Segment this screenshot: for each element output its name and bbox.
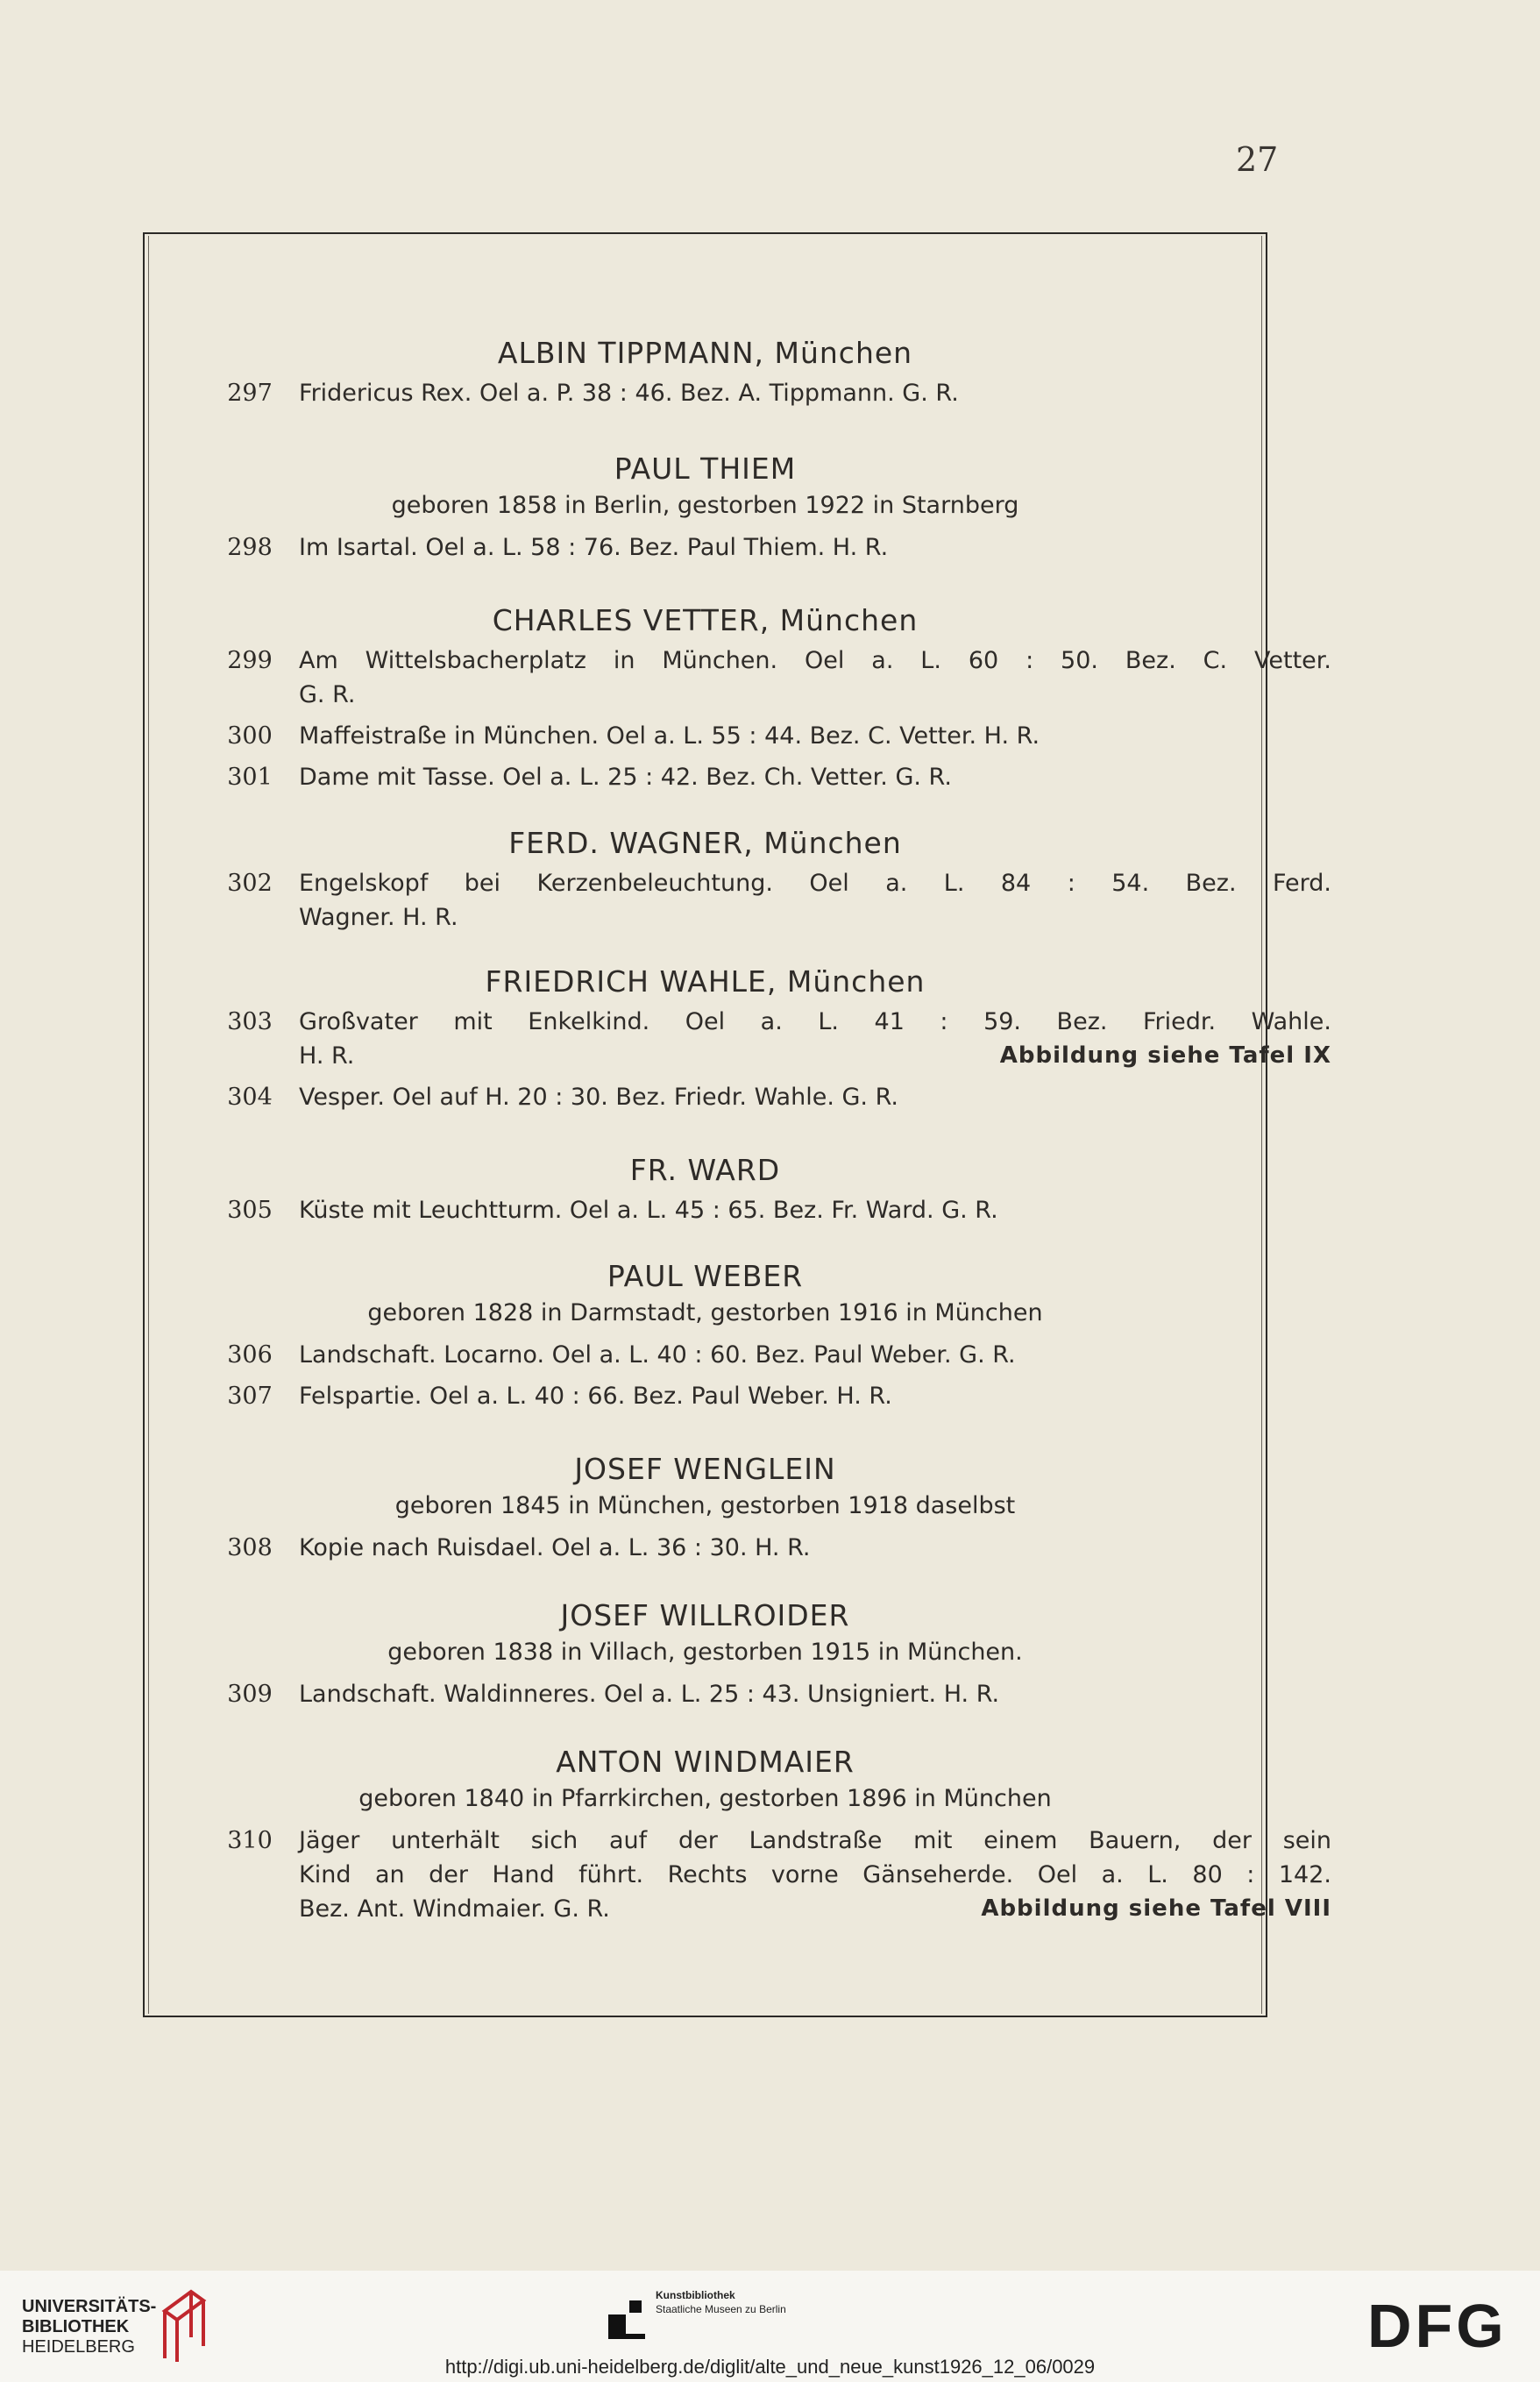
entry-text-line <box>299 1534 1331 1561</box>
entry-text-line <box>299 1341 1331 1369</box>
entry-text: Fridericus Rex. Oel a. P. 38 : 46. Bez. A. Tippmann. G. R. <box>299 380 959 407</box>
catalog-content <box>145 234 1331 2016</box>
catalog-number: 310 <box>227 1827 273 1854</box>
entry-text-line <box>299 1008 1331 1035</box>
entry-text: Am Wittelsbacherplatz in München. Oel a. L. 60 : 50. Bez. C. Vetter. <box>299 647 1331 674</box>
catalog-number: 306 <box>227 1341 273 1369</box>
ub-emblem-icon <box>156 2285 212 2364</box>
artist-bio: geboren 1840 in Pfarrkirchen, gestorben 1896 in München <box>358 1785 1052 1812</box>
entry-text-line <box>299 764 1331 791</box>
artist-name: FERD. WAGNER, München <box>508 826 902 860</box>
entry-text: Maffeistraße in München. Oel a. L. 55 : 44. Bez. C. Vetter. H. R. <box>299 722 1040 750</box>
entry-text: Im Isartal. Oel a. L. 58 : 76. Bez. Paul Thiem. H. R. <box>299 534 889 561</box>
artist-name: PAUL WEBER <box>607 1259 804 1293</box>
entry-text-line <box>299 534 1331 561</box>
artist-bio: geboren 1845 in München, gestorben 1918 daselbst <box>394 1492 1016 1519</box>
entry-text: Küste mit Leuchtturm. Oel a. L. 45 : 65. Bez. Fr. Ward. G. R. <box>299 1197 998 1224</box>
entry-text: G. R. <box>299 681 356 708</box>
artist-name: ALBIN TIPPMANN, München <box>497 336 913 370</box>
plate-reference: Abbildung siehe Tafel VIII <box>981 1895 1331 1922</box>
entry-text: Bez. Ant. Windmaier. G. R. <box>299 1895 610 1923</box>
entry-text-line <box>299 681 1331 708</box>
entry-text-line <box>299 1042 1331 1070</box>
entry-text-line <box>299 904 1331 931</box>
artist-name: CHARLES VETTER, München <box>492 603 919 637</box>
artist-name: FR. WARD <box>629 1153 781 1187</box>
entry-text-line <box>299 1681 1331 1708</box>
entry-text-line <box>299 1861 1331 1888</box>
entry-text: Kind an der Hand führt. Rechts vorne Gänseherde. Oel a. L. 80 : 142. <box>299 1861 1331 1888</box>
entry-text: Landschaft. Locarno. Oel a. L. 40 : 60. Bez. Paul Weber. G. R. <box>299 1341 1016 1369</box>
artist-bio: geboren 1828 in Darmstadt, gestorben 1916 in München <box>367 1299 1043 1326</box>
entry-text: Felspartie. Oel a. L. 40 : 66. Bez. Paul Weber. H. R. <box>299 1383 892 1410</box>
kunstbibliothek-logo[interactable] <box>656 2288 786 2316</box>
entry-text: Vesper. Oel auf H. 20 : 30. Bez. Friedr. Wahle. G. R. <box>299 1084 898 1111</box>
entry-text-line <box>299 1197 1331 1224</box>
catalog-number: 305 <box>227 1197 273 1224</box>
catalog-number: 309 <box>227 1681 273 1708</box>
page-number: 27 <box>1236 140 1279 179</box>
catalog-number: 297 <box>227 380 273 407</box>
catalog-number: 298 <box>227 534 273 561</box>
entry-text-line <box>299 1827 1331 1854</box>
catalog-number: 308 <box>227 1534 273 1561</box>
entry-text-line <box>299 1084 1331 1111</box>
entry-text-line <box>299 647 1331 674</box>
artist-bio: geboren 1838 in Villach, gestorben 1915 in München. <box>387 1639 1023 1666</box>
artist-name: PAUL THIEM <box>614 452 797 486</box>
kb-line: Staatliche Museen zu Berlin <box>656 2303 786 2315</box>
catalog-number: 299 <box>227 647 273 674</box>
dfg-logo[interactable]: DFG <box>1367 2292 1508 2360</box>
artist-bio: geboren 1858 in Berlin, gestorben 1922 in Starnberg <box>391 492 1019 519</box>
entry-text: Jäger unterhält sich auf der Landstraße mit einem Bauern, der sein <box>299 1827 1331 1854</box>
artist-name: ANTON WINDMAIER <box>556 1745 855 1779</box>
entry-text-line <box>299 380 1331 407</box>
entry-text: Kopie nach Ruisdael. Oel a. L. 36 : 30. H. R. <box>299 1534 811 1561</box>
catalog-number: 304 <box>227 1084 273 1111</box>
catalog-number: 307 <box>227 1383 273 1410</box>
artist-name: JOSEF WILLROIDER <box>560 1598 850 1632</box>
plate-reference: Abbildung siehe Tafel IX <box>999 1042 1331 1069</box>
entry-text-line <box>299 1383 1331 1410</box>
entry-text: H. R. <box>299 1042 355 1070</box>
entry-text: Engelskopf bei Kerzenbeleuchtung. Oel a. L. 84 : 54. Bez. Ferd. <box>299 870 1331 897</box>
catalog-number: 303 <box>227 1008 273 1035</box>
entry-text-line <box>299 870 1331 897</box>
ub-logo-line: UNIVERSITÄTS- <box>22 2297 157 2316</box>
ub-heidelberg-logo[interactable] <box>22 2297 156 2357</box>
ub-logo-line: BIBLIOTHEK <box>22 2317 130 2336</box>
entry-text-line <box>299 1895 1331 1923</box>
kb-line: Kunstbibliothek <box>656 2289 735 2301</box>
kunstbibliothek-icon <box>605 2297 649 2341</box>
artist-name: JOSEF WENGLEIN <box>574 1452 836 1486</box>
permalink-url[interactable]: http://digi.ub.uni-heidelberg.de/diglit/alte_und_neue_kunst1926_12_06/0029 <box>444 2356 1096 2378</box>
entry-text: Großvater mit Enkelkind. Oel a. L. 41 : 59. Bez. Friedr. Wahle. <box>299 1008 1331 1035</box>
catalog-number: 301 <box>227 764 273 791</box>
ub-logo-line: HEIDELBERG <box>22 2337 135 2357</box>
entry-text: Wagner. H. R. <box>299 904 458 931</box>
catalog-number: 302 <box>227 870 273 897</box>
entry-text-line <box>299 722 1331 750</box>
catalog-number: 300 <box>227 722 273 750</box>
entry-text: Landschaft. Waldinneres. Oel a. L. 25 : 43. Unsigniert. H. R. <box>299 1681 1000 1708</box>
artist-name: FRIEDRICH WAHLE, München <box>485 964 926 999</box>
entry-text: Dame mit Tasse. Oel a. L. 25 : 42. Bez. Ch. Vetter. G. R. <box>299 764 952 791</box>
catalog-frame <box>143 232 1331 2017</box>
